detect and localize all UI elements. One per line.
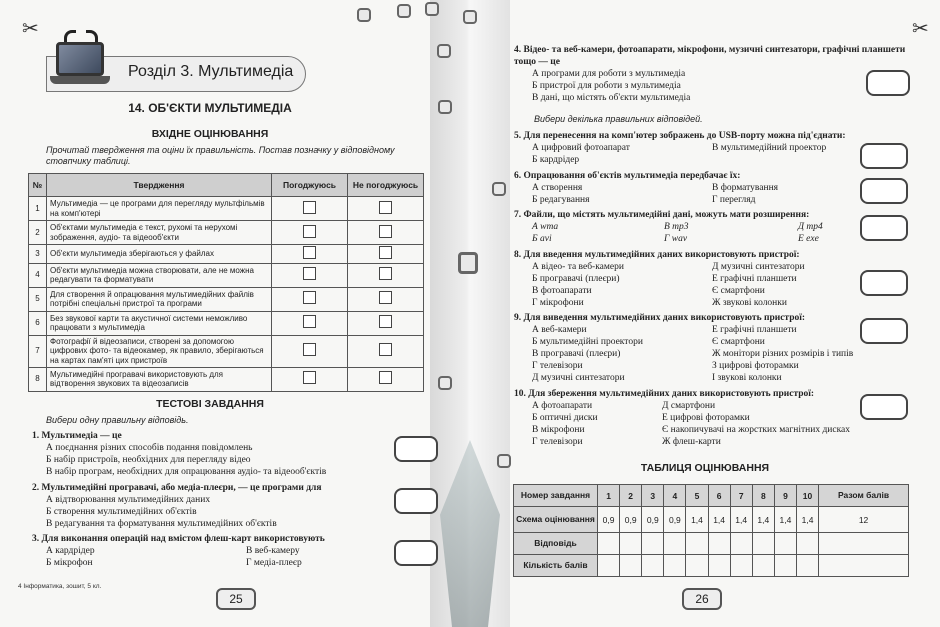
decor-square [437,44,451,58]
decor-square [438,100,452,114]
answer-option: Б avi [532,234,552,244]
col-header: Твердження [47,174,272,197]
grade-heading: ТАБЛИЦЯ ОЦІНЮВАННЯ [640,462,770,474]
row-number: 4 [29,263,47,287]
answer-cell[interactable] [664,533,686,555]
statement-text: Фотографії й відеозаписи, створені за допомогою цифрових фото- та відеокамер, як правило, зберігаються на картах пам'яті цих пристроїв [47,335,272,367]
page-number-right: 26 [682,588,722,610]
table-row [29,221,424,245]
decor-square [357,8,371,22]
agree-checkbox[interactable] [303,371,316,384]
cell: 0,9 [664,507,686,533]
question-7 [514,209,914,245]
question-title: 6. Опрацювання об'єктів мультимедіа передбачає їх: [514,171,741,181]
answer-option: Е графічні планшети [712,325,797,335]
answer-cell[interactable] [708,533,730,555]
answer-option: В мікрофони [532,425,585,435]
answer-option: Є накопичувачі на жорстких магнітних дисках [662,425,851,435]
laptop-icon [50,30,110,86]
table-row [29,197,424,221]
answer-option: А відео- та веб-камери [532,262,624,272]
col-header: 10 [796,485,818,507]
answer-cell[interactable] [598,533,620,555]
answer-cell[interactable] [774,533,796,555]
answer-cell[interactable] [620,533,642,555]
cell: 12 [819,507,909,533]
col-header: 9 [774,485,796,507]
disagree-checkbox[interactable] [379,343,392,356]
decor-square [492,182,506,196]
col-header: № [29,174,47,197]
agree-checkbox[interactable] [303,267,316,280]
row-number: 3 [29,245,47,264]
col-header: Номер завдання [514,485,598,507]
answer-option: Б оптичні диски [532,413,598,423]
answer-cell[interactable] [642,533,664,555]
question-4 [514,44,914,104]
col-header: 5 [686,485,708,507]
answer-option: Б кардрідер [532,155,580,165]
table-row [514,507,909,533]
row-number: 7 [29,335,47,367]
answer-option: З цифрові фоторамки [712,361,799,371]
question-5 [514,130,914,166]
answer-cell[interactable] [752,533,774,555]
question-title: 5. Для перенесення на комп'ютер зображень до USB-порту можна під'єднати: [514,131,846,141]
answer-option: Е exe [798,234,819,244]
statement-text: Мультимедіа — це програми для перегляду мультфільмів на комп'ютері [47,197,272,221]
table-row [29,311,424,335]
cell: 1,4 [730,507,752,533]
answer-option: В мультимедійний проектор [712,143,827,153]
col-header: 4 [664,485,686,507]
agree-checkbox[interactable] [303,291,316,304]
answer-option: А створення [532,183,583,193]
question-3 [32,533,402,569]
page-number-left: 25 [216,588,256,610]
answer-option: А програми для роботи з мультимедіа [532,69,686,79]
table-row [29,367,424,391]
answer-option: Г телевізори [532,437,583,447]
answer-box[interactable] [860,215,908,241]
cell: 1,4 [796,507,818,533]
answer-option: Е цифрові фоторамки [662,413,750,423]
answer-box[interactable] [394,540,438,566]
question-1 [32,430,402,478]
grading-table [513,484,909,577]
cell: 0,9 [642,507,664,533]
row-label: Відповідь [514,533,598,555]
points-cell[interactable] [642,555,664,577]
statement-text: Об'єкти мультимедіа зберігаються у файлах [47,245,272,264]
decor-square [463,10,477,24]
disagree-checkbox[interactable] [379,201,392,214]
test-instruction: Вибери одну правильну відповідь. [46,415,189,425]
answer-option: Є смартфони [712,337,765,347]
disagree-checkbox[interactable] [379,225,392,238]
cell: 1,4 [708,507,730,533]
answer-option: В фотоапарати [532,286,592,296]
entry-heading: ВХІДНЕ ОЦІНЮВАННЯ [151,128,269,140]
answer-option: А поєднання різних способів подання повідомлень [46,443,253,453]
question-title: 1. Мультимедіа — це [32,431,122,441]
cell: 1,4 [774,507,796,533]
answer-cell[interactable] [796,533,818,555]
agree-checkbox[interactable] [303,246,316,259]
question-title: 8. Для введення мультимедійних даних використовують пристрої: [514,250,800,260]
points-cell[interactable] [664,555,686,577]
table-row [29,245,424,264]
disagree-checkbox[interactable] [379,315,392,328]
points-cell[interactable] [708,555,730,577]
question-9 [514,312,914,384]
answer-box[interactable] [860,143,908,169]
footer-note: 4 Інформатика, зошит, 5 кл. [18,583,102,590]
row-number: 6 [29,311,47,335]
answer-box[interactable] [394,436,438,462]
answer-option: А цифровий фотоапарат [532,143,630,153]
cell: 1,4 [752,507,774,533]
answer-option: Б набір пристроїв, необхідних для перегляду відео [46,455,251,465]
multi-instruction: Вибери декілька правильних відповідей. [534,114,703,124]
decor-square [438,376,452,390]
lesson-title: 14. ОБ'ЄКТИ МУЛЬТИМЕДІА [128,101,292,115]
answer-option: Б програвачі (плеєри) [532,274,620,284]
answer-option: Г wav [664,234,688,244]
answer-option: А wma [532,222,559,232]
entry-instruction: Прочитай твердження та оціни їх правильність. Постав позначку у відповідному стовпчику таблиці. [46,145,395,166]
points-cell[interactable] [686,555,708,577]
col-header: 3 [642,485,664,507]
col-header: 1 [598,485,620,507]
answer-option: Д mp4 [798,222,823,232]
col-header: Разом балів [819,485,909,507]
answer-option: В набір програм, необхідних для опрацювання аудіо- та відеооб'єктів [46,467,327,477]
assessment-table [28,173,424,392]
agree-checkbox[interactable] [303,225,316,238]
col-header: 6 [708,485,730,507]
agree-checkbox[interactable] [303,201,316,214]
answer-cell[interactable] [819,533,909,555]
answer-option: Д музичні синтезатори [712,262,805,272]
answer-option: Б редагування [532,195,590,205]
section-title: Розділ 3. Мультимедіа [128,63,294,80]
answer-option: Б мікрофон [46,558,93,568]
answer-option: А фотоапарати [532,401,593,411]
answer-option: Д музичні синтезатори [532,373,625,383]
disagree-checkbox[interactable] [379,371,392,384]
agree-checkbox[interactable] [303,343,316,356]
answer-option: Б пристрої для роботи з мультимедіа [532,81,681,91]
cell: 1,4 [686,507,708,533]
statement-text: Об'єктами мультимедіа є текст, рухомі та нерухомі зображення, аудіо- та відеооб'єкти [47,221,272,245]
answer-option: В веб-камеру [246,546,300,556]
answer-box[interactable] [860,394,908,420]
answer-box[interactable] [860,178,908,204]
answer-option: В редагування та форматування мультимедійних об'єктів [46,519,277,529]
cell: 0,9 [598,507,620,533]
disagree-checkbox[interactable] [379,246,392,259]
scissors-icon: ✂ [912,18,929,40]
row-number: 2 [29,221,47,245]
answer-option: Б мультимедійні проектори [532,337,643,347]
statement-text: Без звукової карти та акустичної системи неможливо працювати з мультимедіа [47,311,272,335]
answer-option: Г мікрофони [532,298,584,308]
table-row [29,263,424,287]
statement-text: Для створення й опрацювання мультимедійних файлів потрібні спеціальні пристрої та програми [47,287,272,311]
answer-box[interactable] [860,270,908,296]
answer-option: В mp3 [664,222,689,232]
col-header: 2 [620,485,642,507]
table-row [29,335,424,367]
points-cell[interactable] [620,555,642,577]
answer-option: В програвачі (плеєри) [532,349,621,359]
points-cell[interactable] [730,555,752,577]
question-title: 2. Мультимедійні програвачі, або медіа-плеєри, — це програми для [32,483,322,493]
answer-option: Г медіа-плеєр [246,558,302,568]
row-number: 5 [29,287,47,311]
question-title: 10. Для збереження мультимедійних даних використовують пристрої: [514,389,815,399]
table-row [514,533,909,555]
row-number: 1 [29,197,47,221]
decor-square [425,2,439,16]
table-row [514,555,909,577]
row-label: Схема оцінювання [514,507,598,533]
points-cell[interactable] [598,555,620,577]
disagree-checkbox[interactable] [379,267,392,280]
answer-option: Д смартфони [662,401,716,411]
answer-box[interactable] [866,70,910,96]
statement-text: Об'єкти мультимедіа можна створювати, але не можна редагувати та форматувати [47,263,272,287]
answer-option: А відтворювання мультимедійних даних [46,495,211,505]
question-title: 7. Файли, що містять мультимедійні дані, можуть мати розширення: [514,210,810,220]
answer-option: Г перегляд [712,195,756,205]
question-8 [514,249,914,309]
disagree-checkbox[interactable] [379,291,392,304]
answer-option: Г телевізори [532,361,583,371]
points-cell[interactable] [796,555,818,577]
points-cell[interactable] [819,555,909,577]
answer-option: Ж звукові колонки [712,298,787,308]
statement-text: Мультимедійні програвачі використовують для відтворення звукових та відеозаписів [47,367,272,391]
col-header: Погоджуюсь [272,174,348,197]
question-6 [514,170,914,206]
points-cell[interactable] [774,555,796,577]
question-title: 9. Для виведення мультимедійних даних використовують пристрої: [514,313,806,323]
cell: 0,9 [620,507,642,533]
question-title: 4. Відео- та веб-камери, фотоапарати, мікрофони, музичні синтезатори, графічні планшети тощо — це [514,45,906,67]
answer-option: Ж флеш-карти [662,437,721,447]
points-cell[interactable] [752,555,774,577]
decor-square [458,252,478,274]
answer-option: В дані, що містять об'єкти мультимедіа [532,93,691,103]
answer-option: Б створення мультимедійних об'єктів [46,507,197,517]
test-heading: ТЕСТОВІ ЗАВДАННЯ [156,398,264,410]
answer-option: Ж монітори різних розмірів і типів [712,349,854,359]
table-row [29,287,424,311]
col-header: 7 [730,485,752,507]
answer-option: А веб-камери [532,325,587,335]
question-2 [32,482,402,530]
question-title: 3. Для виконання операцій над вмістом флеш-карт використовують [32,534,325,544]
answer-box[interactable] [860,318,908,344]
table-row [514,485,909,507]
answer-cell[interactable] [730,533,752,555]
decor-square [397,4,411,18]
row-number: 8 [29,367,47,391]
col-header: 8 [752,485,774,507]
answer-option: І звукові колонки [712,373,782,383]
answer-option: А кардрідер [46,546,95,556]
answer-box[interactable] [394,488,438,514]
answer-option: В форматування [712,183,779,193]
col-header: Не погоджуюсь [348,174,424,197]
agree-checkbox[interactable] [303,315,316,328]
answer-option: Е графічні планшети [712,274,797,284]
answer-cell[interactable] [686,533,708,555]
answer-option: Є смартфони [712,286,765,296]
row-label: Кількість балів [514,555,598,577]
scissors-icon: ✂ [22,18,39,40]
